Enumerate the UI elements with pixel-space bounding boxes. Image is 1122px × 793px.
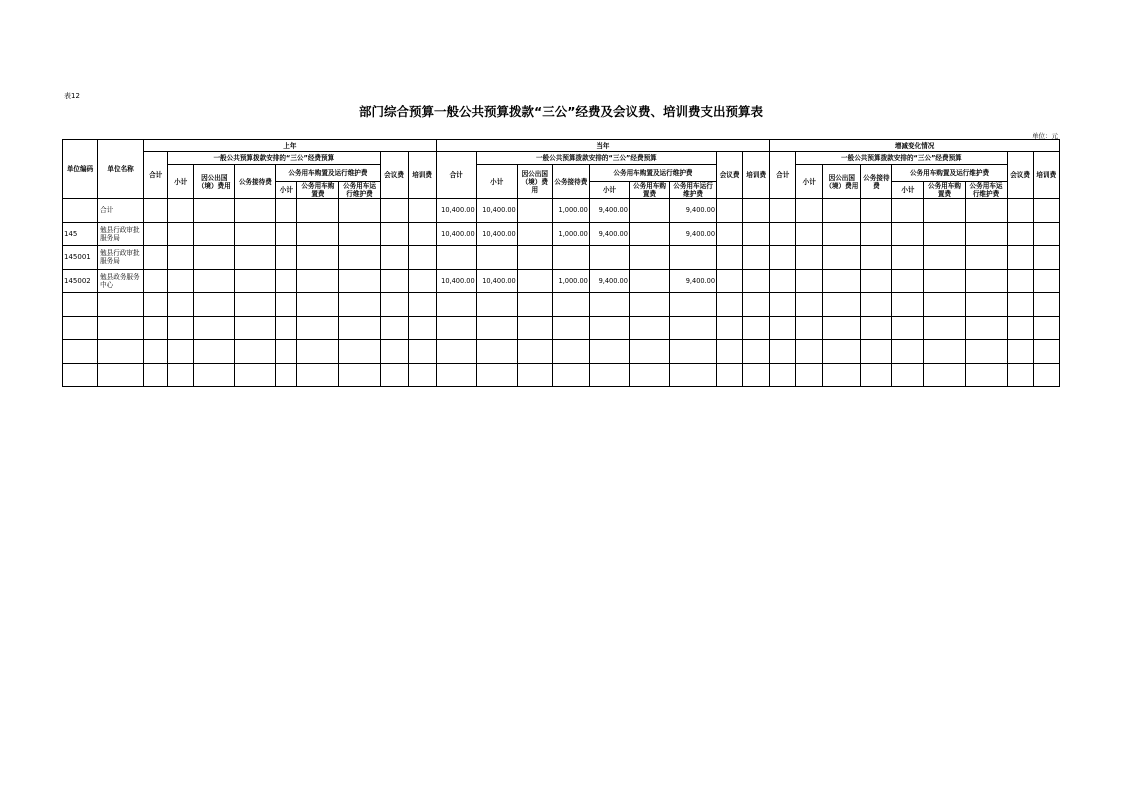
table-row	[63, 199, 1060, 223]
cell-curr-subtotal: 10,400.00	[476, 269, 517, 293]
header-curr-abroad: 因公出国（境）费用	[517, 165, 552, 199]
table-row	[63, 222, 1060, 246]
header-curr-reception: 公务接待费	[552, 165, 589, 199]
header-row-1	[63, 140, 1060, 152]
cell-unit-code: 145001	[63, 246, 98, 270]
header-prev-meeting: 会议费	[380, 152, 408, 199]
header-prev-subtotal: 小计	[168, 165, 194, 199]
header-chg-training: 培训费	[1033, 152, 1059, 199]
empty-row	[63, 316, 1060, 340]
header-curr-meeting: 会议费	[717, 152, 743, 199]
budget-table	[62, 139, 1060, 387]
header-prev-reception: 公务接待费	[235, 165, 276, 199]
table-row	[63, 246, 1060, 270]
cell-curr-subtotal: 10,400.00	[476, 199, 517, 223]
cell-curr-subtotal: 10,400.00	[476, 222, 517, 246]
header-chg-vehicle-purchase: 公务用车购置费	[924, 182, 965, 199]
header-curr-vehicle-subtotal: 小计	[589, 182, 629, 199]
cell-unit-code: 145	[63, 222, 98, 246]
cell-curr-total: 10,400.00	[436, 269, 476, 293]
header-prev-vehicle-maint: 公务用车运行维护费	[339, 182, 380, 199]
header-curr-sangong: 一般公共预算拨款安排的“三公”经费预算	[476, 152, 716, 165]
header-curr-subtotal: 小计	[476, 165, 517, 199]
cell-curr-vehicle-subtotal	[589, 246, 629, 270]
cell-curr-subtotal	[476, 246, 517, 270]
header-unit-code: 单位编码	[63, 140, 98, 199]
cell-curr-vehicle-subtotal: 9,400.00	[589, 222, 629, 246]
cell-curr-reception: 1,000.00	[552, 199, 589, 223]
header-prev-total: 合计	[144, 152, 168, 199]
header-prev-year: 上年	[144, 140, 436, 152]
cell-curr-vehicle-maint: 9,400.00	[670, 199, 717, 223]
header-change: 增减变化情况	[770, 140, 1060, 152]
header-chg-vehicle-subtotal: 小计	[892, 182, 924, 199]
cell-curr-vehicle-subtotal: 9,400.00	[589, 199, 629, 223]
header-row-2	[63, 152, 1060, 165]
header-prev-vehicle: 公务用车购置及运行维护费	[276, 165, 380, 182]
cell-curr-total: 10,400.00	[436, 199, 476, 223]
header-chg-vehicle: 公务用车购置及运行维护费	[892, 165, 1007, 182]
cell-curr-reception	[552, 246, 589, 270]
cell-unit-name: 合计	[98, 199, 144, 223]
unit-label: 单位：元	[1032, 132, 1058, 140]
cell-unit-code: 145002	[63, 269, 98, 293]
header-curr-training: 培训费	[743, 152, 770, 199]
header-chg-vehicle-maint: 公务用车运行维护费	[965, 182, 1007, 199]
cell-curr-reception: 1,000.00	[552, 222, 589, 246]
header-chg-sangong: 一般公共预算拨款安排的“三公”经费预算	[796, 152, 1007, 165]
page-title: 部门综合预算一般公共预算拨款“三公”经费及会议费、培训费支出预算表	[359, 104, 763, 119]
cell-curr-vehicle-subtotal: 9,400.00	[589, 269, 629, 293]
table-row	[63, 269, 1060, 293]
empty-row	[63, 340, 1060, 364]
header-curr-vehicle-maint: 公务用车运行维护费	[670, 182, 717, 199]
header-curr-vehicle: 公务用车购置及运行维护费	[589, 165, 716, 182]
header-unit-name: 单位名称	[98, 140, 144, 199]
cell-curr-reception: 1,000.00	[552, 269, 589, 293]
cell-curr-total	[436, 246, 476, 270]
empty-row	[63, 363, 1060, 387]
header-chg-meeting: 会议费	[1007, 152, 1033, 199]
cell-curr-vehicle-maint: 9,400.00	[670, 222, 717, 246]
header-chg-subtotal: 小计	[796, 165, 823, 199]
header-prev-vehicle-subtotal: 小计	[276, 182, 297, 199]
header-chg-reception: 公务接待费	[861, 165, 892, 199]
header-row-3	[63, 165, 1060, 182]
header-prev-sangong: 一般公共预算拨款安排的“三公”经费预算	[168, 152, 380, 165]
cell-unit-name: 勉县行政审批服务局	[98, 222, 144, 246]
header-curr-year: 当年	[436, 140, 770, 152]
empty-row	[63, 293, 1060, 317]
header-prev-abroad: 因公出国（境）费用	[194, 165, 235, 199]
header-curr-vehicle-purchase: 公务用车购置费	[629, 182, 669, 199]
header-prev-training: 培训费	[408, 152, 436, 199]
header-curr-total: 合计	[436, 152, 476, 199]
cell-curr-vehicle-maint	[670, 246, 717, 270]
cell-unit-name: 勉县行政审批服务局	[98, 246, 144, 270]
cell-curr-total: 10,400.00	[436, 222, 476, 246]
header-chg-total: 合计	[770, 152, 796, 199]
cell-unit-name: 勉县政务服务中心	[98, 269, 144, 293]
cell-unit-code	[63, 199, 98, 223]
table-number-label: 表12	[64, 92, 80, 100]
header-chg-abroad: 因公出国（境）费用	[823, 165, 861, 199]
cell-curr-vehicle-maint: 9,400.00	[670, 269, 717, 293]
header-prev-vehicle-purchase: 公务用车购置费	[297, 182, 339, 199]
